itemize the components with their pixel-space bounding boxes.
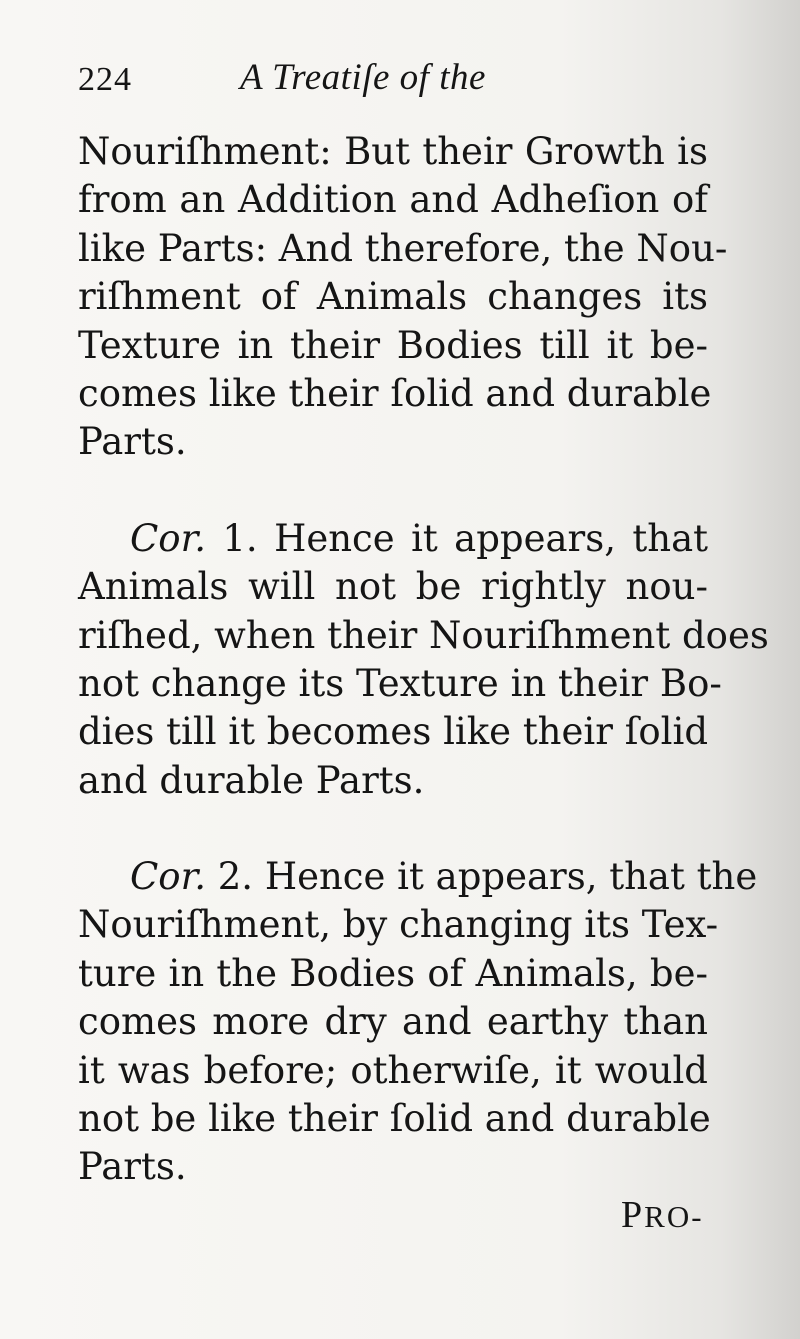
- text-line: it was before; otherwiſe, it would: [78, 1048, 708, 1092]
- text-line: ture in the Bodies of Animals, be-: [78, 951, 708, 995]
- corollary-label: Cor.: [130, 516, 206, 560]
- corollary-first-text: 1. Hence it appears, that: [222, 516, 708, 560]
- catchword-cap: P: [621, 1194, 645, 1236]
- page-body: [78, 128, 769, 1192]
- corollary-first-text: 2. Hence it appears, that the: [217, 855, 758, 899]
- text-line: comes more dry and earthy than: [78, 1000, 708, 1044]
- page-number: 224: [78, 61, 132, 98]
- text-line: Parts.: [78, 420, 187, 464]
- page-header: [78, 56, 718, 102]
- text-line: Nouriſhment: But their Growth is: [78, 130, 708, 173]
- text-line: Texture in their Bodies till it be-: [78, 323, 708, 367]
- paragraph-spacer: [78, 805, 708, 853]
- text-line: Animals will not be rightly nou-: [78, 565, 708, 609]
- corollary-first-line: [78, 853, 758, 901]
- text-line: Nouriſhment, by changing its Tex-: [78, 903, 719, 947]
- corollary-1: [78, 515, 769, 805]
- text-line: comes like their ſolid and durable: [78, 371, 712, 415]
- corollary-first-line: [78, 515, 708, 563]
- text-line: dies till it becomes like their ſolid: [78, 710, 709, 754]
- paragraph-continuation: [78, 128, 728, 467]
- text-line: Parts.: [78, 1145, 187, 1189]
- text-line: from an Addition and Adheſion of: [78, 178, 708, 222]
- text-line: and durable Parts.: [78, 758, 425, 802]
- corollary-label: Cor.: [130, 855, 206, 899]
- running-title: A Treatiſe of the: [240, 57, 486, 98]
- text-line: riſhed, when their Nouriſhment does: [78, 613, 769, 657]
- text-line: not change its Texture in their Bo-: [78, 661, 722, 705]
- text-line: like Parts: And therefore, the Nou-: [78, 226, 728, 270]
- text-line: riſhment of Animals changes its: [78, 275, 708, 319]
- text-line: not be like their ſolid and durable: [78, 1097, 711, 1141]
- paragraph-spacer: [78, 467, 708, 515]
- catchword-rest: RO-: [644, 1199, 704, 1234]
- catchword: [621, 1193, 704, 1237]
- corollary-2: [78, 853, 758, 1192]
